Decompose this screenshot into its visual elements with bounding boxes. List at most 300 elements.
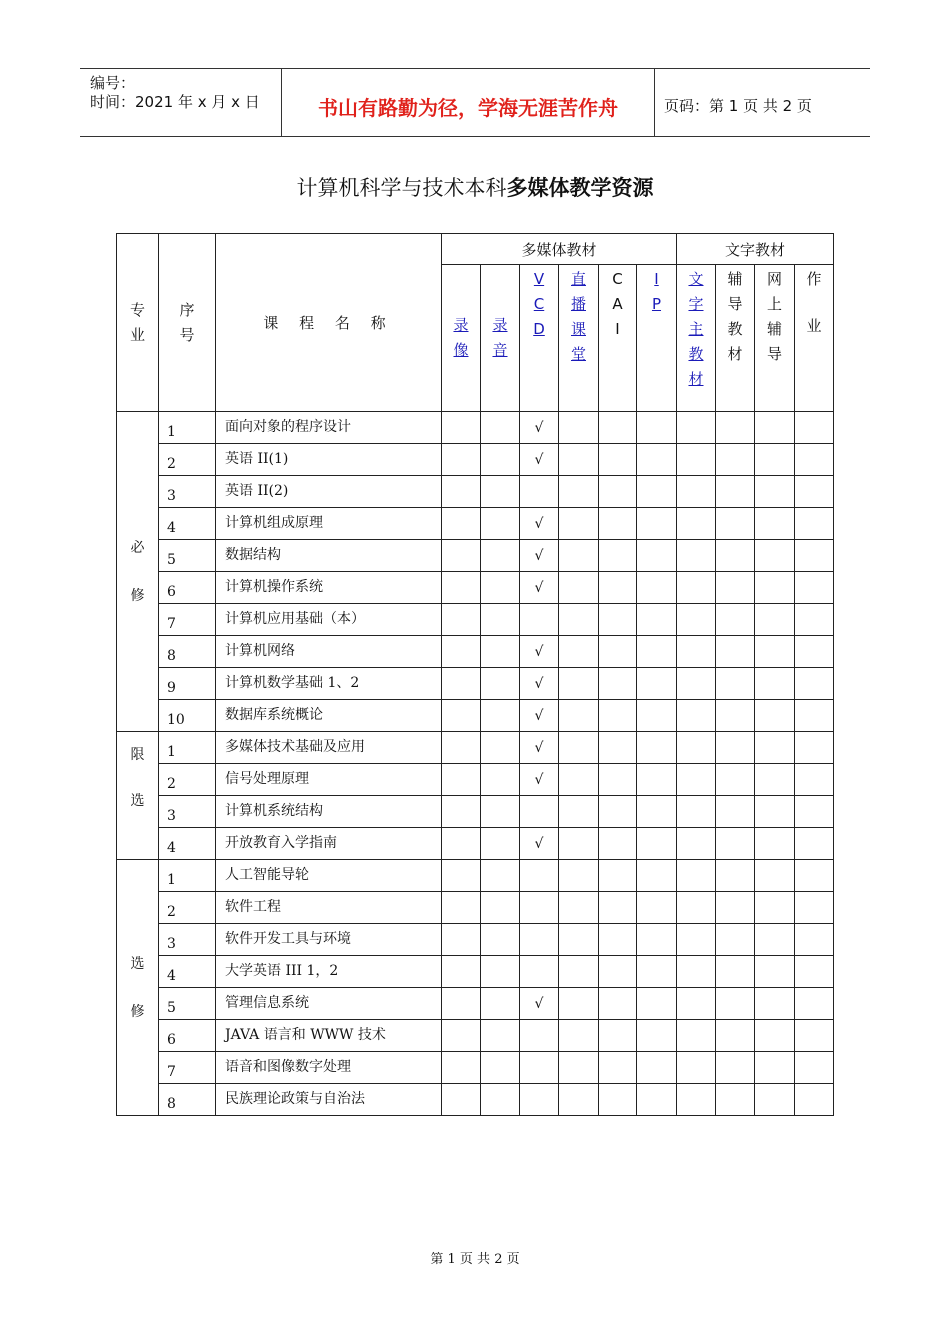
- text-col-char: 上: [766, 295, 782, 313]
- text-col-char: 作: [806, 270, 822, 288]
- media-col-char: D: [533, 320, 545, 338]
- resource-cell: [795, 924, 834, 956]
- resource-cell: [559, 732, 599, 764]
- page-footer: 第 1 页 共 2 页: [430, 1252, 520, 1267]
- resource-cell: [559, 700, 599, 732]
- vcd-cell: [520, 636, 559, 668]
- media-col-char: 课: [570, 320, 586, 338]
- row-number-text: 2: [167, 776, 176, 792]
- category-char: 选: [130, 955, 145, 972]
- header-bottom-rule: [80, 136, 870, 137]
- resource-cell: [637, 636, 677, 668]
- text-col-char: 导: [727, 295, 743, 313]
- vcd-cell: [520, 828, 559, 860]
- resource-cell: [442, 764, 481, 796]
- vcd-cell: [520, 1084, 559, 1116]
- vcd-cell: [520, 476, 559, 508]
- row-number-text: 7: [167, 1064, 176, 1080]
- row-number-text: 4: [167, 520, 176, 536]
- resource-cell: [637, 412, 677, 444]
- vcd-cell: [520, 700, 559, 732]
- row-number-text: 6: [167, 584, 176, 600]
- title-bold: 多媒体教学资源: [506, 176, 654, 200]
- row-number-text: 3: [167, 808, 176, 824]
- course-name-text: 大学英语 III 1，2: [225, 963, 339, 979]
- vcd-cell: [520, 540, 559, 572]
- row-number: [159, 412, 216, 444]
- resource-cell: [637, 700, 677, 732]
- course-name-text: 多媒体技术基础及应用: [225, 739, 365, 755]
- course-name: [216, 956, 442, 988]
- text-col-label: [716, 266, 754, 410]
- resource-cell: [442, 604, 481, 636]
- text-col-char: 材: [727, 345, 743, 363]
- text-col-char: 文: [688, 270, 704, 288]
- resource-cell: [637, 444, 677, 476]
- resource-cell: [442, 732, 481, 764]
- text-col-label[interactable]: [677, 266, 715, 410]
- resource-cell: [637, 732, 677, 764]
- vcd-cell: [520, 892, 559, 924]
- table-row: [117, 1084, 834, 1116]
- row-number-text: 10: [167, 712, 185, 728]
- vcd-cell: [520, 412, 559, 444]
- media-col-char: I: [654, 270, 659, 288]
- resource-cell: [599, 828, 637, 860]
- table-row: [117, 828, 834, 860]
- media-col-header: [599, 265, 637, 412]
- resource-cell: [795, 956, 834, 988]
- course-name-text: 开放教育入学指南: [225, 835, 337, 851]
- resource-cell: [599, 444, 637, 476]
- media-col-header: [442, 265, 481, 412]
- media-col-label[interactable]: [637, 266, 676, 410]
- resource-cell: [716, 636, 755, 668]
- resource-cell: [599, 860, 637, 892]
- media-col-label[interactable]: [520, 266, 558, 410]
- course-name: [216, 796, 442, 828]
- resource-cell: [599, 1052, 637, 1084]
- resource-cell: [559, 764, 599, 796]
- resource-cell: [442, 668, 481, 700]
- resource-cell: [442, 892, 481, 924]
- resource-cell: [481, 1052, 520, 1084]
- course-name: [216, 444, 442, 476]
- row-number: [159, 732, 216, 764]
- course-name-text: 民族理论政策与自治法: [225, 1091, 365, 1107]
- text-col-char: 辅: [727, 270, 743, 288]
- resource-cell: [677, 732, 716, 764]
- course-name: [216, 764, 442, 796]
- resource-cell: [795, 1084, 834, 1116]
- course-name: [216, 572, 442, 604]
- resource-cell: [559, 636, 599, 668]
- resource-cell: [637, 924, 677, 956]
- table-row: [117, 444, 834, 476]
- row-number: [159, 572, 216, 604]
- resource-cell: [716, 444, 755, 476]
- doc-date: 时间：2021 年 x 月 x 日: [90, 93, 260, 111]
- table-row: [117, 604, 834, 636]
- resource-cell: [442, 828, 481, 860]
- vcd-cell: [520, 668, 559, 700]
- resource-cell: [716, 924, 755, 956]
- row-number: [159, 796, 216, 828]
- media-col-char: 直: [570, 270, 586, 288]
- resource-cell: [755, 604, 795, 636]
- category-cell: [117, 412, 159, 732]
- course-name-text: 计算机网络: [225, 643, 295, 659]
- resource-cell: [481, 604, 520, 636]
- resource-cell: [716, 860, 755, 892]
- media-col-char: 录: [492, 316, 508, 334]
- group-media-header: 多媒体教材: [442, 234, 677, 265]
- category-char: 限: [130, 747, 145, 763]
- media-col-header: [637, 265, 677, 412]
- resource-cell: [481, 828, 520, 860]
- course-name: [216, 732, 442, 764]
- resource-cell: [677, 700, 716, 732]
- course-name-text: 计算机系统结构: [225, 803, 323, 819]
- resource-cell: [481, 668, 520, 700]
- resource-cell: [481, 988, 520, 1020]
- text-col-char: 主: [688, 320, 704, 338]
- resource-cell: [677, 988, 716, 1020]
- resource-cell: [599, 572, 637, 604]
- course-name: [216, 604, 442, 636]
- text-col-char: 字: [688, 295, 704, 313]
- media-col-char: A: [612, 295, 623, 313]
- row-number: [159, 700, 216, 732]
- resource-cell: [637, 956, 677, 988]
- resource-cell: [716, 764, 755, 796]
- resource-cell: [559, 476, 599, 508]
- vcd-cell: [520, 1052, 559, 1084]
- row-number-text: 6: [167, 1032, 176, 1048]
- check-mark-icon: √: [534, 675, 544, 692]
- course-name: [216, 636, 442, 668]
- resource-cell: [677, 540, 716, 572]
- row-number: [159, 540, 216, 572]
- resource-cell: [795, 668, 834, 700]
- resource-cell: [559, 860, 599, 892]
- resource-cell: [481, 444, 520, 476]
- resource-cell: [716, 796, 755, 828]
- text-col-char: 教: [688, 345, 704, 363]
- resource-cell: [559, 412, 599, 444]
- row-number-text: 5: [167, 552, 176, 568]
- media-col-header: [559, 265, 599, 412]
- resource-cell: [481, 764, 520, 796]
- text-col-header: [795, 265, 834, 412]
- col-major-label: [117, 250, 158, 396]
- resource-cell: [716, 668, 755, 700]
- vcd-cell: [520, 604, 559, 636]
- resource-cell: [442, 988, 481, 1020]
- resource-cell: [795, 412, 834, 444]
- resource-cell: [442, 1020, 481, 1052]
- resource-cell: [637, 764, 677, 796]
- header-top-rule: [80, 68, 870, 69]
- course-name: [216, 476, 442, 508]
- resource-cell: [637, 1052, 677, 1084]
- resource-cell: [795, 444, 834, 476]
- resource-cell: [599, 540, 637, 572]
- resource-cell: [442, 1084, 481, 1116]
- resource-cell: [716, 828, 755, 860]
- row-number: [159, 508, 216, 540]
- resource-cell: [481, 636, 520, 668]
- resource-cell: [755, 1052, 795, 1084]
- resource-cell: [677, 412, 716, 444]
- resource-cell: [442, 924, 481, 956]
- resource-cell: [755, 636, 795, 668]
- resource-cell: [677, 604, 716, 636]
- row-number-text: 1: [167, 872, 176, 888]
- resource-cell: [795, 860, 834, 892]
- course-name: [216, 1020, 442, 1052]
- category-char: 修: [130, 587, 145, 604]
- resource-cell: [599, 732, 637, 764]
- row-number: [159, 988, 216, 1020]
- course-name-text: 计算机应用基础（本）: [225, 611, 365, 627]
- resource-cell: [442, 860, 481, 892]
- media-col-label[interactable]: [481, 265, 519, 411]
- vcd-cell: [520, 796, 559, 828]
- course-name-text: 管理信息系统: [225, 995, 309, 1011]
- header-motto: 书山有路勤为径，学海无涯苦作舟: [318, 96, 618, 120]
- resource-cell: [755, 860, 795, 892]
- media-col-char: 播: [570, 295, 586, 313]
- course-name-text: 信号处理原理: [225, 771, 309, 787]
- resource-cell: [481, 924, 520, 956]
- resource-cell: [795, 604, 834, 636]
- course-name: [216, 860, 442, 892]
- course-name-text: 计算机操作系统: [225, 579, 323, 595]
- resource-cell: [637, 988, 677, 1020]
- resource-cell: [559, 956, 599, 988]
- table-row: [117, 924, 834, 956]
- check-mark-icon: √: [534, 995, 544, 1012]
- resource-cell: [481, 476, 520, 508]
- resource-cell: [599, 1084, 637, 1116]
- resource-cell: [716, 412, 755, 444]
- resource-cell: [559, 924, 599, 956]
- resource-cell: [755, 828, 795, 860]
- table-header-row: [117, 234, 834, 265]
- table-row: [117, 636, 834, 668]
- course-name-text: 人工智能导轮: [225, 867, 309, 883]
- resource-cell: [677, 1084, 716, 1116]
- resource-cell: [559, 892, 599, 924]
- course-name-text: 数据库系统概论: [225, 707, 323, 723]
- resource-cell: [599, 476, 637, 508]
- check-mark-icon: √: [534, 419, 544, 436]
- resource-cell: [637, 1020, 677, 1052]
- resource-cell: [559, 828, 599, 860]
- text-col-header: [755, 265, 795, 412]
- resource-cell: [559, 796, 599, 828]
- resource-cell: [481, 508, 520, 540]
- check-mark-icon: √: [534, 547, 544, 564]
- table-row: [117, 572, 834, 604]
- category-char: 选: [130, 793, 145, 809]
- resource-cell: [559, 540, 599, 572]
- resource-cell: [716, 572, 755, 604]
- col-seq-label: [159, 250, 215, 396]
- row-number: [159, 892, 216, 924]
- resource-cell: [755, 924, 795, 956]
- row-number: [159, 860, 216, 892]
- resource-cell: [442, 1052, 481, 1084]
- row-number: [159, 828, 216, 860]
- resource-cell: [599, 764, 637, 796]
- row-number: [159, 1052, 216, 1084]
- col-major-header: [117, 234, 159, 412]
- resource-cell: [442, 508, 481, 540]
- resource-cell: [559, 1020, 599, 1052]
- text-col-header: [716, 265, 755, 412]
- resource-cell: [795, 540, 834, 572]
- row-number-text: 5: [167, 1000, 176, 1016]
- resource-cell: [755, 732, 795, 764]
- resource-cell: [795, 764, 834, 796]
- resource-cell: [599, 796, 637, 828]
- text-col-char: 辅: [766, 320, 782, 338]
- resource-cell: [716, 1052, 755, 1084]
- row-number: [159, 764, 216, 796]
- seq-header-char: 序: [179, 300, 195, 319]
- media-col-label[interactable]: [442, 265, 480, 411]
- resource-cell: [755, 1020, 795, 1052]
- resource-cell: [677, 764, 716, 796]
- table-row: [117, 860, 834, 892]
- resource-cell: [599, 956, 637, 988]
- row-number: [159, 476, 216, 508]
- resource-cell: [599, 1020, 637, 1052]
- resource-cell: [559, 572, 599, 604]
- resource-cell: [637, 476, 677, 508]
- category-cell: [117, 860, 159, 1116]
- media-col-char: I: [615, 320, 620, 338]
- check-mark-icon: √: [534, 707, 544, 724]
- resource-cell: [559, 1052, 599, 1084]
- course-name-text: 计算机组成原理: [225, 515, 323, 531]
- check-mark-icon: √: [534, 739, 544, 756]
- table-row: [117, 476, 834, 508]
- media-col-label[interactable]: [559, 266, 598, 410]
- course-name-text: 计算机数学基础 1、2: [225, 675, 360, 691]
- resource-cell: [442, 636, 481, 668]
- row-number-text: 9: [167, 680, 176, 696]
- resource-cell: [677, 572, 716, 604]
- row-number-text: 3: [167, 488, 176, 504]
- check-mark-icon: √: [534, 643, 544, 660]
- resource-cell: [755, 412, 795, 444]
- table-row: [117, 668, 834, 700]
- resource-cell: [716, 988, 755, 1020]
- title-plain: 计算机科学与技术本科: [296, 176, 507, 200]
- course-name-text: JAVA 语言和 WWW 技术: [225, 1027, 386, 1043]
- resource-cell: [637, 540, 677, 572]
- media-col-char: C: [612, 270, 623, 288]
- resource-cell: [795, 796, 834, 828]
- course-name-text: 语音和图像数字处理: [225, 1059, 351, 1075]
- row-number-text: 8: [167, 648, 176, 664]
- resource-cell: [755, 476, 795, 508]
- resource-cell: [677, 796, 716, 828]
- resource-cell: [716, 732, 755, 764]
- resource-cell: [637, 860, 677, 892]
- resource-cell: [795, 892, 834, 924]
- resource-cell: [716, 604, 755, 636]
- header-page-info: 页码：第 1 页 共 2 页: [664, 97, 812, 115]
- resource-cell: [442, 412, 481, 444]
- course-name: [216, 700, 442, 732]
- resource-cell: [795, 828, 834, 860]
- media-col-char: 音: [492, 341, 508, 359]
- resource-cell: [755, 540, 795, 572]
- table-row: [117, 732, 834, 764]
- text-col-char: 材: [688, 370, 704, 388]
- category-char: 修: [130, 1003, 145, 1020]
- row-number-text: 2: [167, 456, 176, 472]
- resource-cell: [637, 572, 677, 604]
- vcd-cell: [520, 860, 559, 892]
- resource-cell: [442, 700, 481, 732]
- resource-cell: [481, 732, 520, 764]
- resource-cell: [795, 700, 834, 732]
- row-number-text: 2: [167, 904, 176, 920]
- resource-cell: [716, 700, 755, 732]
- course-name: [216, 828, 442, 860]
- table-row: [117, 508, 834, 540]
- resource-cell: [755, 508, 795, 540]
- table-row: [117, 988, 834, 1020]
- check-mark-icon: √: [534, 515, 544, 532]
- course-name-text: 英语 II(1): [225, 451, 289, 467]
- resource-cell: [677, 1020, 716, 1052]
- media-col-char: 堂: [570, 345, 586, 363]
- resource-cell: [559, 1084, 599, 1116]
- row-number: [159, 604, 216, 636]
- row-number: [159, 636, 216, 668]
- doc-code-label: 编号：: [90, 74, 136, 92]
- resource-cell: [795, 636, 834, 668]
- course-name-text: 软件工程: [225, 899, 281, 915]
- resource-cell: [755, 796, 795, 828]
- resource-cell: [481, 412, 520, 444]
- resource-cell: [716, 892, 755, 924]
- text-col-char: 网: [766, 270, 782, 288]
- media-col-char: 录: [453, 316, 469, 334]
- resource-cell: [442, 796, 481, 828]
- course-name: [216, 988, 442, 1020]
- media-col-header: [481, 265, 520, 412]
- resource-cell: [637, 796, 677, 828]
- check-mark-icon: √: [534, 451, 544, 468]
- resource-cell: [755, 444, 795, 476]
- course-name-text: 软件开发工具与环境: [225, 931, 351, 947]
- resource-cell: [599, 412, 637, 444]
- resource-cell: [755, 668, 795, 700]
- resource-cell: [637, 604, 677, 636]
- resource-cell: [795, 1052, 834, 1084]
- resource-cell: [559, 604, 599, 636]
- resource-cell: [677, 924, 716, 956]
- resource-cell: [677, 892, 716, 924]
- course-name: [216, 1052, 442, 1084]
